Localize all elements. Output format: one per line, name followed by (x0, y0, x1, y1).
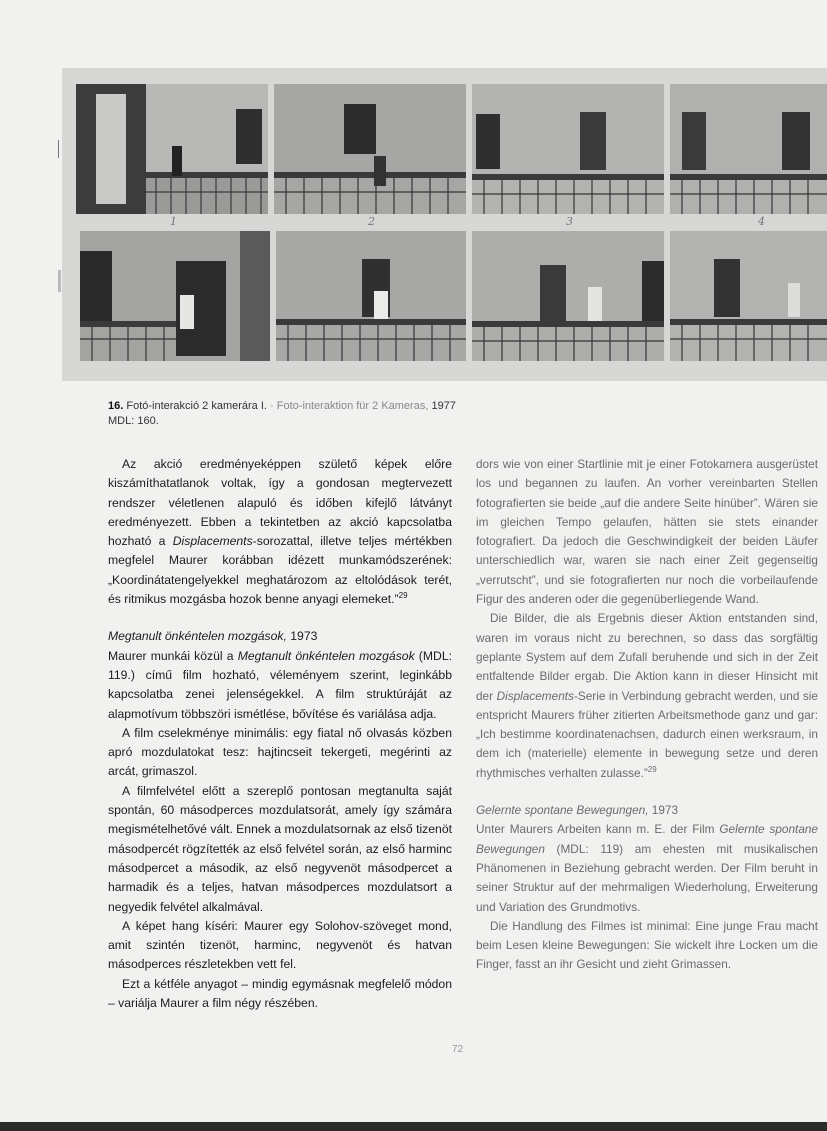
text: Unter Maurers Arbeiten kann m. E. der Film (476, 822, 720, 837)
paragraph: A film cselekménye minimális: egy fiatal nő olvasás közben apró mozdulatokat tesz: hajtincseit tekergeti, megérinti az arcát, grimaszol. (108, 725, 452, 779)
caption-separator: · (266, 400, 277, 412)
photo-frame (670, 84, 827, 214)
emphasis: Megtanult önkéntelen mozgások (237, 648, 415, 663)
paragraph (476, 820, 818, 916)
photo-frame (80, 231, 270, 361)
paragraph: Ezt a kétféle anyagot – mindig egymásnak megfelelő módon – variálja Maurer a film négy részében. (108, 976, 452, 1011)
photo-frame (670, 231, 827, 361)
crop-mark (58, 140, 59, 158)
balcony-photo (472, 84, 664, 214)
balcony-photo (472, 231, 664, 361)
balcony-photo (670, 84, 827, 214)
photo-frame (274, 84, 466, 214)
figure-caption (108, 399, 608, 429)
text: -Serie in Verbindung gebracht werden, und sie entspricht Maurers früher zitierten Arbeitsmethode ganz und gar: „Ich bestimme koordinatenachsen, dadurch einen werksraum, in dem ich (materielle) elemente in bewegung setze und deren rhythmisches verhalten zulasse.” (476, 688, 818, 780)
paragraph: A képet hang kíséri: Maurer egy Solohov-szöveget mond, amit szintén tizenöt, harminc, negyvenöt és hatvan másodperces részletekben vett fel. (108, 918, 452, 972)
photo-frame (76, 84, 268, 214)
paragraph (476, 609, 818, 783)
heading-year: 1973 (286, 629, 318, 644)
frame-label: 3 (566, 215, 573, 228)
paragraph (108, 647, 452, 724)
heading-title: Megtanult önkéntelen mozgások, (108, 629, 287, 644)
balcony-photo (276, 231, 466, 361)
balcony-photo (670, 231, 827, 361)
photo-sequence-figure (62, 68, 827, 381)
scan-edge (0, 1122, 827, 1131)
text: Az akció eredményeképpen születő képek előre kiszámíthatatlanok voltak, így a gondosan megtervezett rendszer véletlenen alapuló és időben kifejlő látványt eredményezett. Ebben a tekintetben az akció kapcsolatba hozható a (108, 457, 452, 549)
paragraph: A filmfelvétel előtt a szereplő pontosan megtanulta saját spontán, 60 másodperces mozdulatsorát, amely így számára megismételhetővé vált. Ennek a mozdulatsornak az első tizenöt másodpercét rögzítették az első felvétel során, az első harminc másodpercet a második, az első negyvenöt másodpercet a harmadik és a teljes, hatvan másodperces mozdulatsort a negyedik felvétel alkalmával. (108, 783, 452, 914)
frame-label: 1 (170, 215, 177, 228)
emphasis: Displacements (172, 534, 253, 549)
section-heading (476, 801, 818, 820)
footnote-ref: 29 (647, 764, 657, 774)
page-number: 72 (452, 1044, 464, 1055)
paragraph: Die Handlung des Filmes ist minimal: Eine junge Frau macht beim Lesen kleine Bewegungen: Sie wickelt ihre Locken um die Finger, fasst an ihr Gesicht und zieht Grimassen. (476, 918, 818, 972)
text: Maurer munkái közül a (108, 648, 238, 663)
text: (MDL: 119.) című film hozható, véleményem szerint, leginkább kapcsolatba zenei jelenségekkel. A film struktúráját az alapmotívum többszöri ismétlése, bővítése és variálása adja. (108, 648, 452, 721)
caption-title-hu: Fotó-interakció 2 kamerára I. (126, 400, 267, 412)
caption-title-de: Foto-interaktion für 2 Kameras, (276, 400, 429, 412)
photo-frame (472, 231, 664, 361)
text: Die Bilder, die als Ergebnis dieser Aktion entstanden sind, waren im voraus nicht zu berechnen, so dass das sorgfältig geplante System auf dem Zufall beruhende und sich in der Zeit entfaltende Bilder ergab. Die Aktion kann in dieser Hinsicht mit der (476, 611, 818, 703)
paragraph (108, 455, 452, 609)
caption-year: 1977 (428, 400, 456, 412)
emphasis: Displacements (496, 688, 574, 703)
text: (MDL: 119) am ehesten mit musikalischen Phänomenen in Beziehung gebracht werden. Der Film beruht in seiner Struktur auf der mehrmaligen Wiederholung, Erweiterung und Variation des Grundmotivs. (476, 841, 818, 914)
emphasis: Gelernte spontane Bewegungen (476, 822, 818, 856)
balcony-photo (76, 84, 268, 214)
hungarian-column (108, 455, 452, 1013)
footnote-ref: 29 (398, 591, 408, 601)
balcony-photo (274, 84, 466, 214)
crop-mark (58, 270, 61, 292)
balcony-photo (80, 231, 270, 361)
caption-ref: MDL: 160. (108, 415, 159, 427)
heading-year: 1973 (648, 803, 679, 818)
heading-title: Gelernte spontane Bewegungen, (476, 803, 649, 818)
text: -sorozattal, illetve teljes mértékben megfelel Maurer korábban idézett munkamódszerének: „Koordinátatengelyekkel meghatározom az eltolódások terét, és ritmikus mozgásba hozok benne anyagi elemeket.” (108, 534, 453, 607)
frame-label: 2 (368, 215, 375, 228)
photo-frame (276, 231, 466, 361)
caption-number: 16. (108, 400, 124, 412)
paragraph: dors wie von einer Startlinie mit je einer Fotokamera ausgerüstet los und begannen zu laufen. An vorher vereinbarten Stellen fotografierten sie beide „auf die andere Seite hinüber”. Wären sie im gleichen Tempo gelaufen, hätten sie stets einander fotografiert. Da jedoch die Geschwindigkeit der beiden Läufer unterschiedlich war, waren sie nach einer Zeit gegenseitig „verrutscht”, und sie fotografierten nur noch die vorbeilaufende Figur des anderen oder die gegenüberliegende Wand. (476, 457, 818, 607)
frame-label: 4 (758, 215, 765, 228)
section-heading (108, 627, 452, 646)
german-column (476, 455, 818, 975)
photo-frame (472, 84, 664, 214)
